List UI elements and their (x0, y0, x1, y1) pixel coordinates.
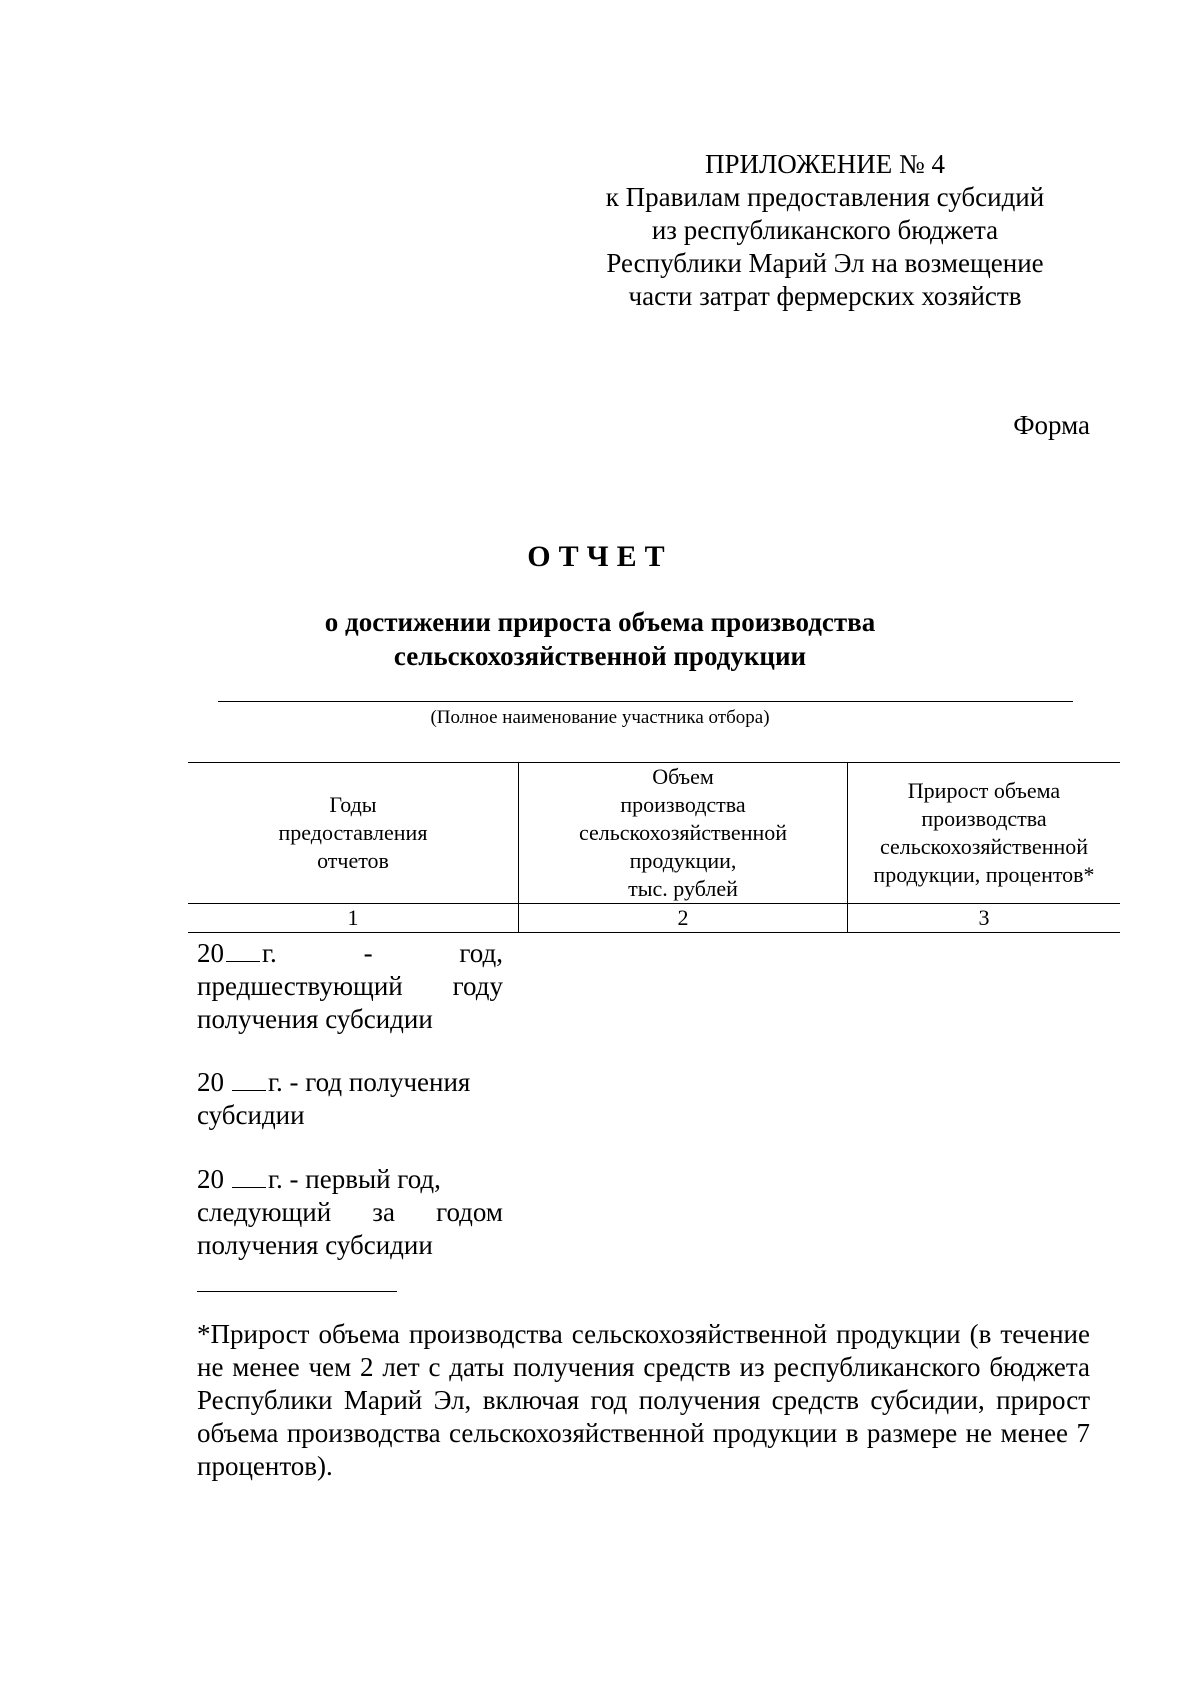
participant-caption: (Полное наименование участника отбора) (430, 707, 770, 728)
page-subtitle (0, 605, 1200, 673)
year-blank[interactable] (232, 1066, 266, 1091)
year-blank[interactable] (232, 1163, 266, 1188)
appendix-line: из республиканского бюджета (651, 215, 999, 245)
appendix-number: ПРИЛОЖЕНИЕ № 4 (704, 149, 946, 179)
page-title: ОТЧЕТ (527, 540, 673, 573)
column-number: 3 (848, 904, 1121, 933)
footnote-separator (197, 1291, 397, 1292)
subtitle-line: сельскохозяйственной продукции (393, 641, 807, 671)
participant-name-line[interactable] (218, 701, 1073, 702)
header-volume: Объем производства сельскохозяйственной продукции, тыс. рублей (519, 763, 848, 904)
header-years: Годы предоставления отчетов (188, 763, 519, 904)
footnote: *Прирост объема производства сельскохозяйственной продукции (в течение не менее чем 2 лет с даты получения средств из республиканского бюджета Республики Марий Эл, включая год получения средств субсидии, прирост объема производства сельскохозяйственной продукции в размере не менее 7 процентов). (197, 1319, 1090, 1481)
table-row: 20 г. - год получения субсидии (197, 1067, 471, 1130)
subtitle-line: о достижении прироста объема производства (324, 607, 876, 637)
appendix-line: Республики Марий Эл на возмещение (606, 248, 1044, 278)
appendix-line: к Правилам предоставления субсидий (605, 182, 1045, 212)
column-number: 2 (519, 904, 848, 933)
appendix-line: части затрат фермерских хозяйств (628, 281, 1022, 311)
table-row: 20 г. - первый год, следующий за годом получения субсидии (197, 1164, 503, 1260)
header-growth: Прирост объема производства сельскохозяйственной продукции, процентов* (848, 763, 1121, 904)
form-label: Форма (1013, 410, 1090, 440)
report-table (188, 762, 1120, 933)
table-row: 20 г. - год, предшествующий году получения субсидии (197, 938, 503, 1034)
table-header-row (188, 763, 1120, 904)
year-blank[interactable] (226, 937, 260, 962)
table-number-row (188, 904, 1120, 933)
appendix-header (560, 148, 1090, 313)
column-number: 1 (188, 904, 519, 933)
